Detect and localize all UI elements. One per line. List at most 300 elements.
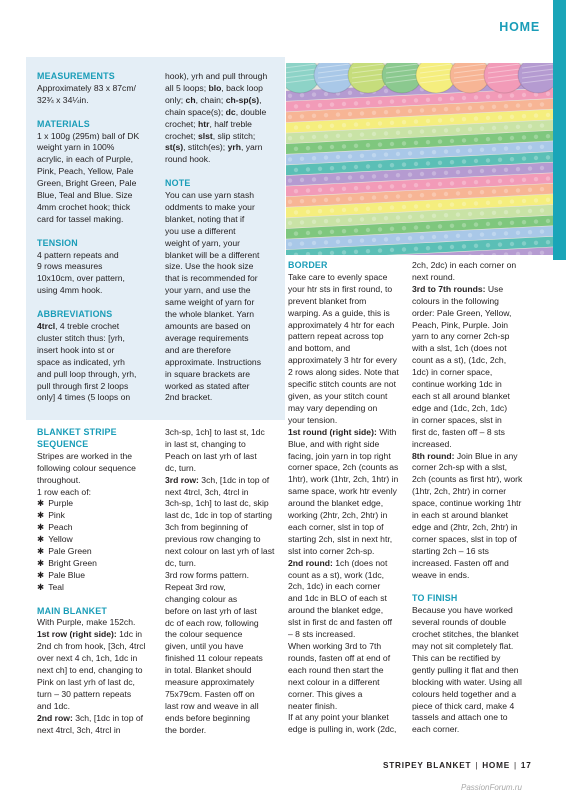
text-line (288, 296, 404, 308)
stitch-cluster (540, 229, 544, 233)
stitch-cluster (546, 113, 550, 117)
text-line (288, 308, 404, 320)
stitch-cluster (492, 105, 496, 109)
abbreviations-heading: ABBREVIATIONS (37, 309, 113, 320)
text-line (165, 594, 283, 606)
text-line (412, 320, 540, 332)
stitch-cluster (480, 105, 484, 109)
stitch-cluster (480, 190, 484, 194)
stitch-cluster (516, 188, 520, 192)
stitch-cluster (402, 120, 406, 124)
text-line (412, 570, 540, 582)
text-segment: 2nd ch from hook, [3ch, 4trcl (37, 641, 146, 652)
text-line (412, 260, 540, 272)
stitch-cluster (300, 178, 304, 182)
stitch-cluster (450, 96, 454, 100)
stitch-cluster (426, 225, 430, 229)
stitch-cluster (366, 143, 370, 147)
stitch-cluster (522, 178, 526, 182)
text-line (288, 343, 404, 355)
stitch-cluster (522, 135, 526, 139)
stitch-cluster (456, 234, 460, 238)
stitch-cluster (294, 210, 298, 214)
stitch-cluster (330, 166, 334, 170)
stitch-cluster (354, 250, 358, 254)
stitch-cluster (504, 189, 508, 193)
rounds-column (412, 260, 540, 736)
text-line (412, 367, 540, 379)
stitch-cluster (390, 121, 394, 125)
bold-term: 1st round (right side): (288, 426, 377, 437)
stitch-cluster (306, 125, 310, 129)
text-line (37, 345, 157, 357)
stitch-cluster (510, 136, 514, 140)
text-line: worked as stated after (165, 380, 250, 391)
stitch-cluster (366, 228, 370, 232)
asterisk-bullet-icon: ✱ (37, 569, 45, 580)
text-segment: hook), yrh and pull through (165, 71, 268, 81)
stitch-cluster (294, 231, 298, 235)
text-line: using 4mm hook. (37, 285, 103, 296)
text-segment: starting 2ch – 16 sts (412, 545, 489, 556)
text-segment: and 1dc. (37, 700, 70, 711)
stitch-cluster (318, 124, 322, 128)
text-segment: pattern repeat across top (288, 331, 384, 342)
text-line (37, 653, 161, 665)
border-column (288, 260, 404, 736)
text-line (165, 713, 283, 725)
stitch-cluster (324, 198, 328, 202)
stitch-cluster (414, 119, 418, 123)
text-line (37, 357, 157, 369)
text-line: oddments to make your (165, 201, 255, 212)
text-segment: weave in ends. (412, 569, 470, 580)
footer-title: STRIPEY BLANKET (383, 761, 472, 770)
text-segment: 1dc) in corner space, (412, 367, 493, 378)
stitch-cluster (504, 104, 508, 108)
stitch-cluster (306, 188, 310, 192)
stitch-cluster (492, 147, 496, 151)
text-line (412, 474, 540, 486)
stitch-cluster (378, 100, 382, 104)
text-segment: over next 4 ch, 1ch, 1dc in (37, 653, 138, 664)
text-segment: When working 3rd to 7th (288, 641, 382, 651)
text-line (288, 284, 404, 296)
text-segment: , 4 treble crochet (55, 320, 120, 331)
text-line: Green, Bright Green, Pale (37, 178, 137, 189)
text-segment: your tension. (288, 414, 338, 425)
stitch-cluster (462, 202, 466, 206)
asterisk-bullet-icon: ✱ (37, 498, 45, 509)
stitch-cluster (486, 243, 490, 247)
bold-term: 8th round: (412, 450, 455, 461)
text-segment: starting 2ch, slst in next htr, (288, 533, 393, 544)
text-line (412, 379, 540, 391)
stitch-cluster (330, 208, 334, 212)
text-line (412, 498, 540, 510)
stitch-cluster (450, 118, 454, 122)
stitch-cluster (342, 250, 346, 254)
stitch-cluster (294, 168, 298, 172)
text-line: Because you have worked (412, 605, 513, 616)
text-line (288, 570, 404, 582)
stitch-cluster (318, 103, 322, 107)
stitch-cluster (378, 185, 382, 189)
text-line (412, 510, 540, 522)
stitch-cluster (498, 115, 502, 119)
text-segment: dc of each row, following (165, 617, 259, 628)
stitch-cluster (534, 156, 538, 160)
stitch-cluster (300, 241, 304, 245)
text-line (37, 392, 157, 404)
text-line (288, 415, 404, 427)
text-line: blanket will be a different (165, 249, 260, 260)
to-finish-heading: TO FINISH (412, 593, 458, 604)
stitch-cluster (402, 162, 406, 166)
stitch-cluster (330, 124, 334, 128)
text-line (37, 369, 157, 381)
stitch-cluster (390, 205, 394, 209)
text-segment: 3ch, [1dc in top of (198, 474, 270, 485)
text-line (165, 641, 283, 653)
stitch-cluster (426, 182, 430, 186)
stitch-cluster (408, 172, 412, 176)
text-line (412, 558, 540, 570)
stitch-cluster (324, 177, 328, 181)
stitch-cluster (486, 137, 490, 141)
stitch-cluster (324, 240, 328, 244)
text-segment: edge and (1dc, 2ch, 1dc) (412, 402, 508, 413)
text-segment: round hook. (165, 154, 211, 165)
text-segment: Take care to evenly space (288, 271, 388, 282)
stitch-cluster (372, 238, 376, 242)
asterisk-bullet-icon: ✱ (37, 534, 45, 545)
text-line (165, 677, 283, 689)
text-line (37, 381, 157, 393)
stitch-cluster (330, 187, 334, 191)
stitch-cluster (306, 231, 310, 235)
text-line (412, 462, 540, 474)
text-segment: slst into corner 2ch-sp. (288, 545, 375, 556)
asterisk-bullet-icon: ✱ (37, 557, 45, 568)
text-segment: each corner, slst in top of (288, 521, 384, 532)
stitch-cluster (342, 187, 346, 191)
stitch-cluster (438, 118, 442, 122)
stitch-cluster (516, 167, 520, 171)
stitch-cluster (372, 195, 376, 199)
stitch-cluster (348, 154, 352, 158)
stitch-cluster (414, 98, 418, 102)
stitch-cluster (450, 160, 454, 164)
stitch-cluster (522, 199, 526, 203)
text-segment: next ch] to end, changing to (37, 665, 143, 676)
bold-term: slst (197, 130, 213, 141)
stitch-cluster (522, 220, 526, 224)
text-line (165, 475, 283, 487)
stitch-cluster (402, 205, 406, 209)
stitch-cluster (414, 247, 418, 251)
text-line (288, 367, 404, 379)
text-segment: and pull loop through, yrh, (37, 368, 137, 379)
stitch-cluster (324, 113, 328, 117)
text-line (288, 331, 404, 343)
text-segment: in corner spaces, slst in (412, 414, 502, 425)
stitch-cluster (414, 225, 418, 229)
text-line (288, 379, 404, 391)
stitch-cluster (462, 181, 466, 185)
stitch-cluster (360, 217, 364, 221)
stitch-cluster (336, 218, 340, 222)
text-line (288, 439, 404, 451)
stitch-cluster (336, 240, 340, 244)
text-line (288, 665, 404, 677)
text-line (288, 474, 404, 486)
stitch-cluster (390, 227, 394, 231)
text-segment: count as a st), work (1dc, (288, 569, 384, 580)
stitch-cluster (510, 221, 514, 225)
stitch-cluster (480, 148, 484, 152)
text-line: following colour sequence (37, 462, 136, 473)
stitch-cluster (336, 112, 340, 116)
stitch-cluster (498, 179, 502, 183)
stitch-cluster (378, 227, 382, 231)
blanket-photo (286, 63, 553, 255)
stitch-cluster (462, 138, 466, 142)
stitch-cluster (516, 146, 520, 150)
stitch-cluster (510, 178, 514, 182)
text-line: the whole blanket. Yarn (165, 309, 255, 320)
text-segment: approximately 3 htr for every (288, 355, 397, 366)
stitch-cluster (366, 164, 370, 168)
text-segment: Use (485, 283, 504, 294)
stitch-cluster (426, 140, 430, 144)
text-line (165, 71, 283, 83)
text-line (288, 712, 404, 724)
stitch-cluster (510, 93, 514, 97)
materials-column (37, 71, 157, 404)
stitch-cluster (342, 208, 346, 212)
asterisk-bullet-icon: ✱ (37, 522, 45, 533)
stitch-cluster (474, 244, 478, 248)
text-segment: , (259, 94, 262, 105)
stitch-cluster (546, 219, 550, 223)
stitch-cluster (516, 231, 520, 235)
stitch-cluster (432, 129, 436, 133)
colour-name: Peach (48, 522, 73, 533)
text-line: size. Use the hook size (165, 261, 254, 272)
stitch-cluster (354, 186, 358, 190)
stitch-cluster (372, 111, 376, 115)
text-line (165, 701, 283, 713)
stitch-cluster (468, 127, 472, 131)
stitch-cluster (462, 96, 466, 100)
stitch-cluster (348, 91, 352, 95)
stitch-cluster (342, 229, 346, 233)
stitch-cluster (408, 130, 412, 134)
stitch-cluster (372, 217, 376, 221)
text-line (165, 570, 283, 582)
stitch-cluster (444, 171, 448, 175)
stitch-cluster (408, 194, 412, 198)
text-line: that is recommended for (165, 273, 258, 284)
stitch-cluster (480, 211, 484, 215)
stitch-cluster (444, 128, 448, 132)
stitch-cluster (396, 215, 400, 219)
stitch-cluster (522, 114, 526, 118)
stitch-cluster (300, 135, 304, 139)
stitch-cluster (426, 204, 430, 208)
text-line (165, 629, 283, 641)
stitch-cluster (498, 242, 502, 246)
text-segment: 3ch-sp, 1ch] to last dc, skip (165, 498, 269, 509)
stitch-cluster (450, 181, 454, 185)
text-segment: in total. Blanket should (165, 665, 252, 676)
stitch-cluster (438, 224, 442, 228)
stitch-cluster (438, 97, 442, 101)
text-line (288, 355, 404, 367)
text-line (288, 689, 404, 701)
stitch-cluster (390, 163, 394, 167)
border-text (288, 272, 404, 736)
text-segment: specific stitch counts are not (288, 379, 396, 390)
stitch-cluster (342, 102, 346, 106)
stitch-cluster (360, 111, 364, 115)
stitch-cluster (354, 165, 358, 169)
stitch-cluster (390, 248, 394, 252)
text-line: in square brackets are (165, 368, 251, 379)
stitch-cluster (474, 201, 478, 205)
stitch-cluster (288, 178, 292, 182)
stitch-cluster (546, 176, 550, 180)
stitch-cluster (444, 234, 448, 238)
text-segment: , back loop (221, 82, 263, 93)
stitch-cluster (420, 235, 424, 239)
bold-term: 2nd round: (288, 557, 333, 568)
text-line (165, 107, 283, 119)
stitch-cluster (504, 168, 508, 172)
text-line (37, 617, 161, 629)
text-segment: 1htr), work (1htr, 2ch, 1htr) in (288, 474, 399, 485)
text-segment: last row and weave in all (165, 700, 259, 711)
text-segment: prevent blanket from (288, 295, 367, 306)
stitch-cluster (396, 131, 400, 135)
stitch-cluster (420, 193, 424, 197)
stitch-cluster (300, 199, 304, 203)
text-segment: continue working 1dc in (412, 379, 502, 390)
stitch-cluster (318, 230, 322, 234)
text-line (165, 451, 283, 463)
stitch-cluster (468, 148, 472, 152)
stitch-cluster (498, 200, 502, 204)
stitch-cluster (348, 175, 352, 179)
text-line: acrylic, in each of Purple, (37, 154, 134, 165)
stitch-cluster (432, 192, 436, 196)
stitch-cluster (534, 177, 538, 181)
text-line: This can be rectified by (412, 652, 501, 663)
stitch-cluster (384, 195, 388, 199)
text-line (37, 725, 161, 737)
text-line: and are therefore (165, 344, 231, 355)
stitch-cluster (414, 204, 418, 208)
stitch-cluster (516, 103, 520, 107)
stitch-cluster (492, 211, 496, 215)
text-line (288, 427, 404, 439)
colour-list (37, 498, 161, 593)
text-line (37, 713, 161, 725)
text-line (288, 451, 404, 463)
measurements-heading: MEASUREMENTS (37, 71, 115, 81)
stitch-cluster (450, 224, 454, 228)
stitch-cluster (294, 104, 298, 108)
stitch-cluster (474, 116, 478, 120)
stitch-cluster (486, 116, 490, 120)
text-segment: before on last yrh of last (165, 605, 257, 616)
stitch-cluster (318, 209, 322, 213)
text-line (165, 558, 283, 570)
text-line (412, 391, 540, 403)
text-line: 1 row each of: (37, 486, 91, 497)
text-line: 4mm crochet hook; thick (37, 201, 131, 212)
stitch-cluster (546, 155, 550, 159)
stitch-cluster (384, 131, 388, 135)
bold-term: blo (208, 82, 222, 93)
text-segment: pull through first 2 loops (37, 380, 129, 391)
text-line: 1 x 100g (295m) ball of DK (37, 130, 140, 141)
stitch-cluster (438, 245, 442, 249)
stitch-cluster (546, 92, 550, 96)
bold-term: ch (185, 94, 196, 105)
stitch-cluster (378, 206, 382, 210)
stitch-cluster (516, 209, 520, 213)
text-segment: your htr sts in first round, to (288, 283, 393, 294)
stitch-cluster (300, 114, 304, 118)
footer-separator: | (513, 761, 517, 770)
stitch-cluster (294, 189, 298, 193)
stripe-intro (37, 451, 161, 499)
text-line: your yarn, and use the (165, 285, 251, 296)
text-segment: , half treble (209, 118, 252, 129)
stitch-cluster (468, 212, 472, 216)
text-segment: insert hook into st or (37, 344, 115, 355)
stitch-cluster (504, 125, 508, 129)
bold-term: 3rd row: (165, 474, 199, 485)
stitch-cluster (312, 114, 316, 118)
tension-text (37, 250, 157, 298)
stitch-cluster (510, 157, 514, 161)
stitch-cluster (336, 176, 340, 180)
stitch-cluster (378, 164, 382, 168)
text-segment: , double (235, 106, 267, 117)
text-line (165, 725, 283, 737)
stitch-cluster (384, 174, 388, 178)
text-segment: With (376, 426, 397, 437)
text-line: average requirements (165, 332, 249, 343)
stitch-cluster (468, 191, 472, 195)
text-line (37, 629, 161, 641)
stitch-cluster (462, 244, 466, 248)
stitch-cluster (510, 199, 514, 203)
stitch-cluster (492, 189, 496, 193)
stitch-cluster (420, 129, 424, 133)
text-line (165, 142, 283, 154)
stitch-cluster (396, 194, 400, 198)
text-segment: Peach on last yrh of last (165, 450, 257, 461)
text-segment: 3rd row forms pattern. (165, 569, 250, 580)
text-segment: only; (165, 94, 186, 105)
text-segment: in each st around blanket (412, 510, 509, 521)
stitch-cluster (474, 180, 478, 184)
stitch-cluster (486, 158, 490, 162)
